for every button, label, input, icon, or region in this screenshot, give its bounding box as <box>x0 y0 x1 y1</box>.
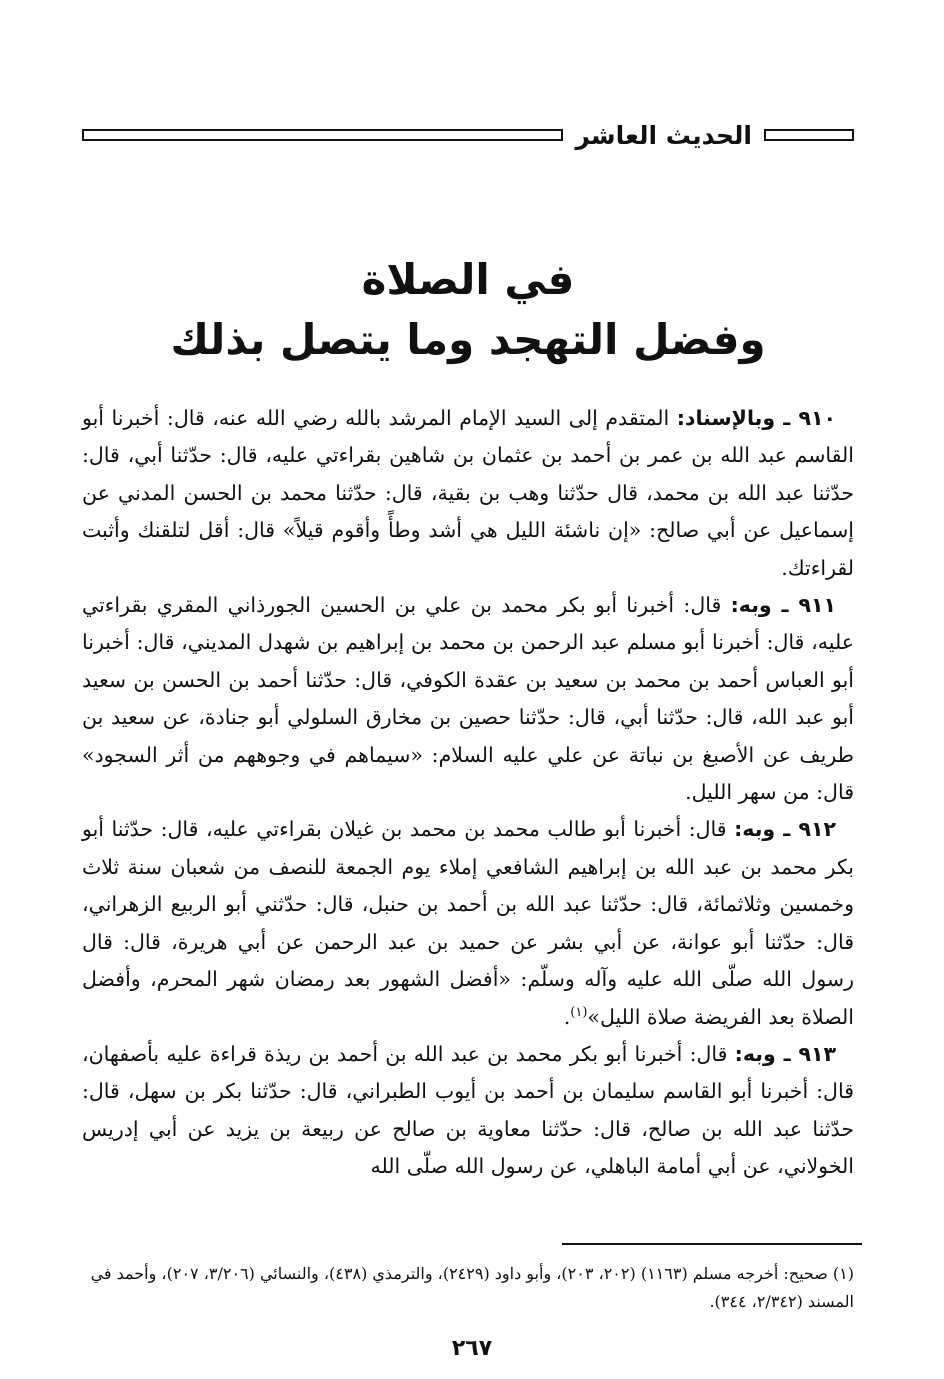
body-text <box>82 400 854 1186</box>
header-ornament-bar-left <box>82 129 563 141</box>
hadith-911 <box>82 587 854 811</box>
running-header-title: الحديث العاشر <box>575 120 752 150</box>
hadith-number: ٩١٠ ـ وبالإسناد: <box>676 406 836 430</box>
hadith-text: المتقدم إلى السيد الإمام المرشد بالله رضي الله عنه، قال: أخبرنا أبو القاسم عبد الله بن عمر بن أحمد بن عثمان بن شاهين بقراءتي عليه، قال: حدّثنا أبي، قال: حدّثنا عبد الله بن محمد، قال حدّثنا وهب بن بقية، قال: حدّثنا محمد بن الحسن المدني عن إسماعيل عن أبي صالح: «إن ناشئة الليل هي أشد وطأً وأقوم قيلاً» قال: أقل لتلقنك وأثبت لقراءتك. <box>82 406 854 580</box>
page-number: ٢٦٧ <box>451 1336 493 1361</box>
hadith-913 <box>82 1036 854 1186</box>
hadith-text: قال: أخبرنا أبو طالب محمد بن محمد بن غيلان بقراءتي عليه، قال: حدّثنا أبو بكر محمد بن عبد الله بن إبراهيم الشافعي إملاء يوم الجمعة للنصف من شعبان سنة ثلاث وخمسين وثلاثمائة، قال: حدّثنا عبد الله بن أحمد بن حنبل، قال: حدّثني أبو الربيع الزهراني، قال: حدّثنا أبو عوانة، عن أبي بشر عن حميد بن عبد الرحمن عن أبي هريرة، قال: قال رسول الله صلّى الله عليه وآله وسلّم: «أفضل الشهور بعد رمضان شهر المحرم، وأفضل الصلاة بعد الفريضة صلاة الليل» <box>82 817 854 1029</box>
running-header <box>82 118 854 152</box>
hadith-text: قال: أخبرنا أبو بكر محمد بن علي بن الحسين الجورذاني المقري بقراءتي عليه، قال: أخبرنا أبو مسلم عبد الرحمن بن محمد بن إبراهيم بن شهدل المديني، قال: أخبرنا أبو العباس أحمد بن محمد بن سعيد بن عقدة الكوفي، قال: حدّثنا أحمد بن الحسن بن سعيد أبو عبد الله، قال: حدّثنا أبي، قال: حدّثنا حصين بن مخارق السلولي أبو جنادة، عن سعيد بن طريف عن الأصبغ بن نباتة عن علي عليه السلام: «سيماهم في وجوههم من أثر السجود» قال: من سهر الليل. <box>82 593 854 805</box>
hadith-text-end: . <box>563 1004 571 1029</box>
hadith-910 <box>82 400 854 587</box>
footnote-separator <box>562 1243 862 1245</box>
header-ornament-bar-right <box>764 129 854 141</box>
footnote-reference[interactable]: (١) <box>570 1004 588 1020</box>
hadith-number: ٩١٢ ـ وبه: <box>734 817 836 842</box>
footnote-1: (١) صحيح: أخرجه مسلم (١١٦٣) (٢٠٢، ٢٠٣)، وأبو داود (٢٤٢٩)، والترمذي (٤٣٨)، والنسائي (٣/٢٠٦، ٢٠٧)، وأحمد في المسند (٢/٣٤٢، ٣٤٤). <box>90 1264 854 1311</box>
chapter-title-line-1: في الصلاة <box>361 255 575 304</box>
hadith-number: ٩١١ ـ وبه: <box>730 593 836 618</box>
hadith-text: قال: أخبرنا أبو بكر محمد بن عبد الله بن أحمد بن ريذة قراءة عليه بأصفهان، قال: أخبرنا أبو القاسم سليمان بن أحمد بن أيوب الطبراني، قال: حدّثنا بكر بن سهل، قال: حدّثنا عبد الله بن صالح، قال: حدّثنا معاوية بن صالح عن ربيعة بن يزيد عن أبي إدريس الخولاني، عن أبي أمامة الباهلي، عن رسول الله صلّى الله <box>82 1041 854 1179</box>
chapter-title <box>82 250 854 370</box>
footnotes <box>82 1260 854 1316</box>
chapter-title-line-2: وفضل التهجد وما يتصل بذلك <box>170 315 766 364</box>
hadith-number: ٩١٣ ـ وبه: <box>734 1041 836 1066</box>
hadith-912 <box>82 811 854 1035</box>
